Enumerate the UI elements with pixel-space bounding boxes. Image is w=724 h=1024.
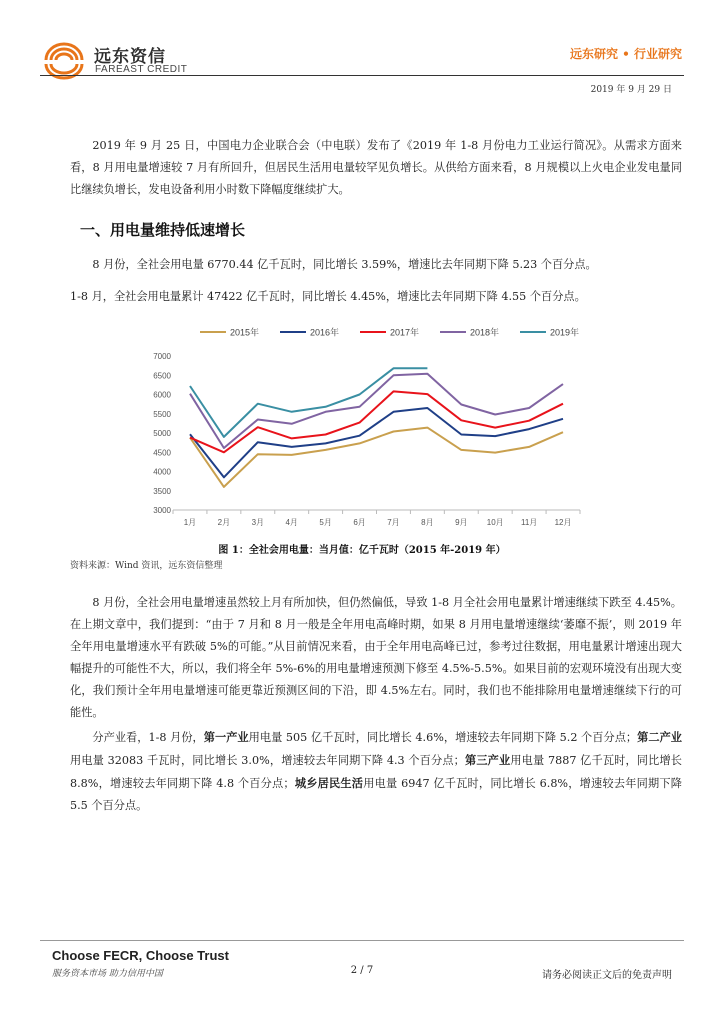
chart-source: 资料来源：Wind 资讯，远东资信整理 [70,561,223,571]
breakdown-text: 分产业看，1-8 月份， [92,731,204,744]
paragraph-cumulative-usage: 1-8 月，全社会用电量累计 47422 亿千瓦时，同比增长 4.45%，增速比去年同期下降 4.55 个百分点。 [70,290,586,303]
company-logo [42,40,222,80]
secondary-industry-label: 第二产业 [637,730,682,744]
y-tick-label: 3000 [153,506,171,515]
x-tick-label: 5月 [319,518,332,527]
primary-industry-label: 第一产业 [203,730,249,744]
y-tick-label: 6000 [153,390,171,400]
footer-subslogan: 服务资本市场 助力信用中国 [52,969,163,979]
legend-label-2016年: 2016年 [310,327,340,338]
page-number: 2 / 7 [350,965,374,976]
legend-label-2018年: 2018年 [470,327,500,338]
x-tick-label: 2月 [217,518,231,527]
paragraph-august-usage: 8 月份，全社会用电量 6770.44 亿千瓦时，同比增长 3.59%，增速比去年同期下降 5.23 个百分点。 [92,258,597,271]
x-tick-label: 8月 [421,518,434,527]
disclaimer-note: 请务必阅读正文后的免责声明 [542,970,672,981]
y-tick-label: 6500 [153,371,171,381]
y-tick-label: 4500 [153,448,171,458]
chart-caption: 图 1：全社会用电量：当月值：亿千瓦时（2015 年-2019 年） [218,545,506,556]
breakdown-text: 用电量 7887 亿千瓦时，同比增长 8.8%，增速较去年同期下降 4.8 个百分点； [70,754,682,790]
tertiary-industry-label: 第三产业 [464,753,511,767]
footer-slogan: Choose FECR, Choose Trust [52,948,229,963]
breakdown-text: 用电量 6947 亿千瓦时，同比增长 6.8%，增速较去年同期下降 5.5 个百分点。 [70,777,682,812]
electricity-usage-chart [153,320,590,535]
x-tick-label: 3月 [251,518,265,527]
logo-english-name: FAREAST CREDIT [95,64,188,75]
footer-divider [40,940,684,941]
legend-label-2017年: 2017年 [390,327,420,338]
x-tick-label: 10月 [486,518,504,527]
x-tick-label: 11月 [520,518,538,527]
series-line-2017年 [190,391,563,452]
y-tick-label: 5500 [153,409,171,419]
y-tick-label: 4000 [153,467,171,477]
logo-mark-icon [42,40,86,80]
intro-paragraph: 2019 年 9 月 25 日，中国电力企业联合会（中电联）发布了《2019 年 1-8 月份电力工业运行简况》。从需求方面来看，8 月用电量增速较 7 月有所回升，但居民生活用电量较罕见负增长。从供给方面来看，8 月规模以上火电企业发电量同比继续负增长，发电设备利用小时数下降幅度继续扩大。 [70,139,682,196]
y-tick-label: 5000 [153,429,171,438]
breakdown-text: 用电量 32083 千瓦时，同比增长 3.0%，增速较去年同期下降 4.3 个百分点； [70,754,465,767]
industry-breakdown-paragraph [70,726,682,817]
legend-label-2015年: 2015年 [230,327,260,338]
x-tick-label: 4月 [285,518,298,527]
y-tick-label: 3500 [153,486,171,496]
x-tick-label: 6月 [353,518,366,527]
header-divider [40,75,684,76]
residential-label: 城乡居民生活 [294,776,364,790]
report-category: 远东研究 • 行业研究 [569,47,682,61]
report-date: 2019 年 9 月 29 日 [590,85,672,95]
breakdown-text: 用电量 505 亿千瓦时，同比增长 4.6%，增速较去年同期下降 5.2 个百分点； [248,731,638,744]
section-title: 一、用电量维持低速增长 [80,221,246,239]
x-tick-label: 1月 [183,518,197,527]
y-tick-label: 7000 [153,352,171,361]
analysis-paragraph: 8 月份，全社会用电量增速虽然较上月有所加快，但仍然偏低，导致 1-8 月全社会用电量累计增速继续下跌至 4.45%。在上期文章中，我们提到：“由于 7 月和 8 月一般是全年用电高峰时期，如果 8 月用电量增速继续‘萎靡不振’，则 2019 年全年用电量增速水平有跌破 5%的可能。”从目前情况来看，由于全年用电高峰已过，参考过往数据，用电量累计增速出现大幅提升的可能性不大，所以，我们将全年 5%-6%的用电量增速预测下修至 4.5%-5.5%。如果目前的宏观环境没有出现大变化，我们预计全年用电量增速可能更靠近预测区间的下沿，即 4.5%左右。同时，我们也不能排除用电量增速继续下行的可能性。 [70,596,682,719]
x-tick-label: 7月 [387,518,400,527]
x-tick-label: 9月 [455,518,468,527]
x-tick-label: 12月 [554,518,572,527]
page-header [0,0,724,100]
legend-label-2019年: 2019年 [550,327,580,338]
series-line-2019年 [190,368,427,437]
logo-chinese-name: 远东资信 [94,47,166,67]
